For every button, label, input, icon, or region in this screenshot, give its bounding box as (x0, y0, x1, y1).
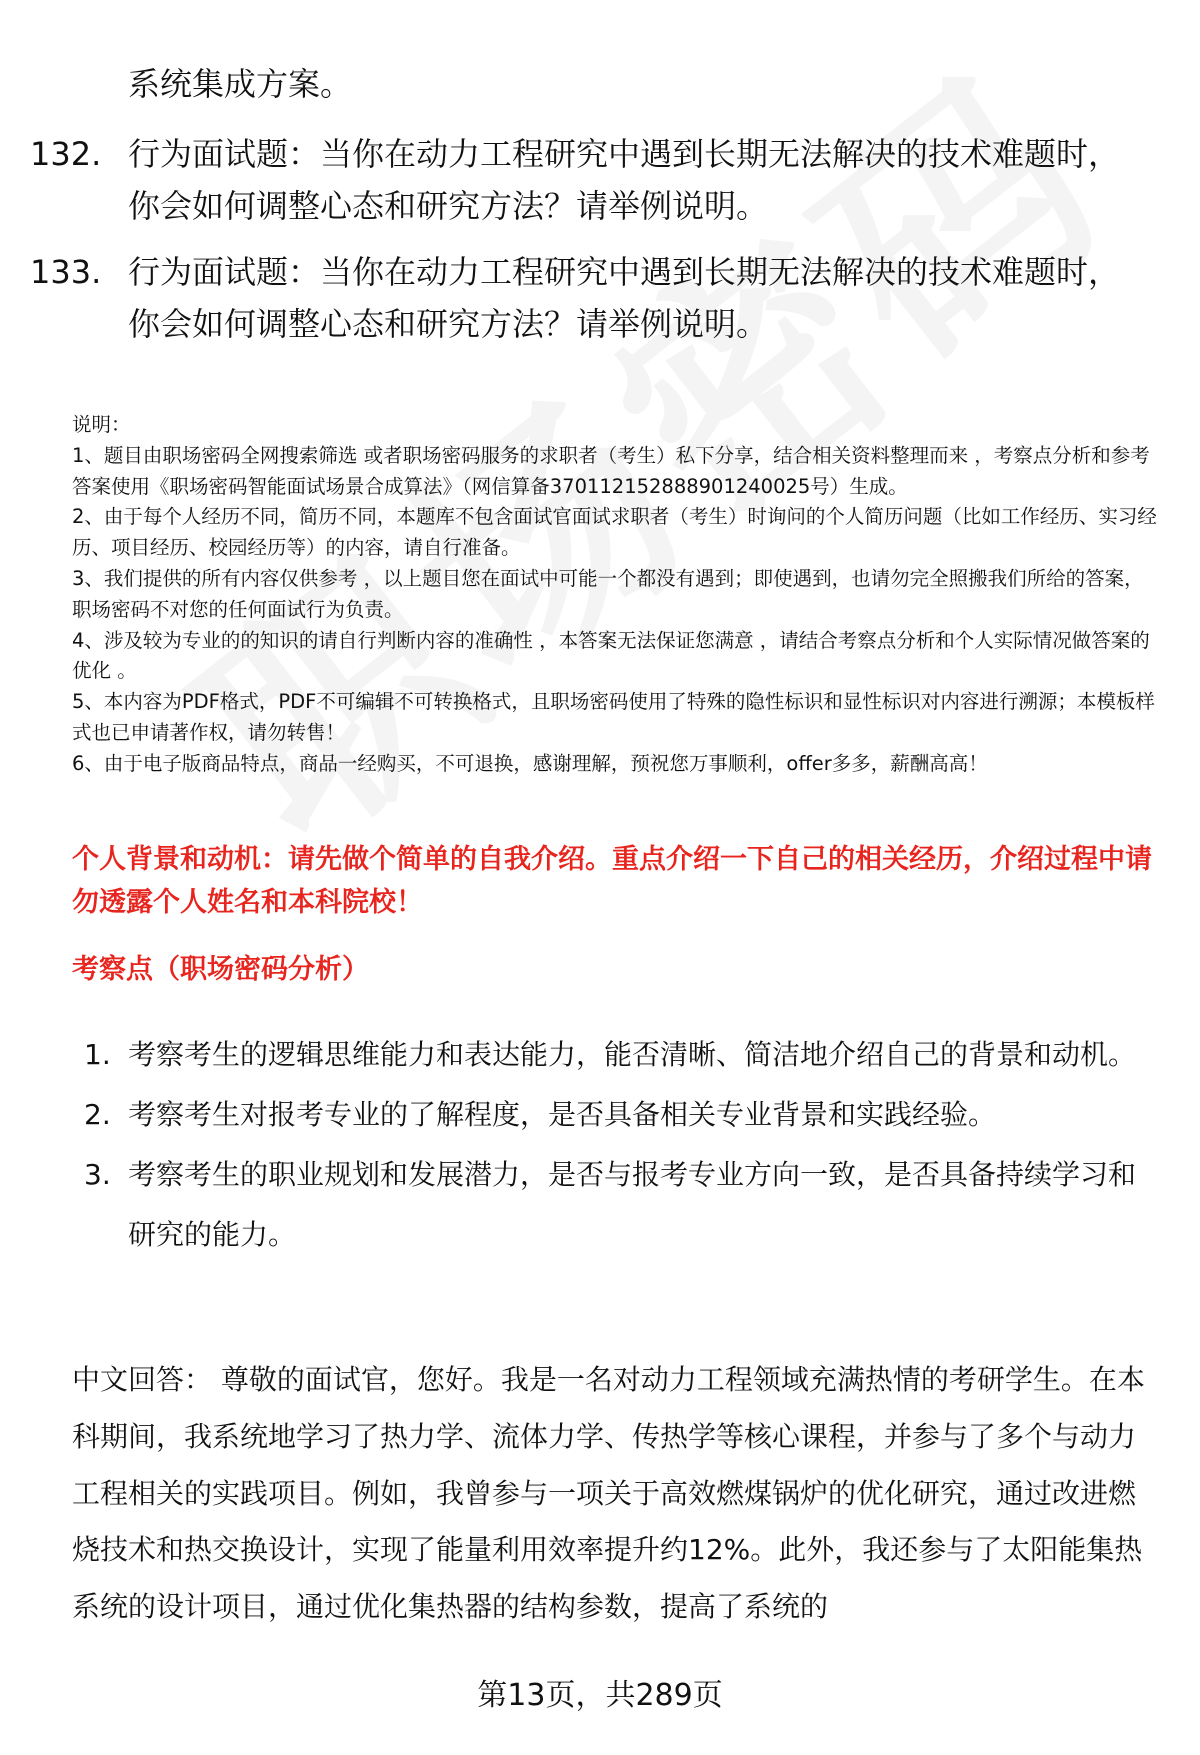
point-number: 1. (84, 1038, 111, 1071)
note-item: 3、我们提供的所有内容仅供参考 ，以上题目您在面试中可能一个都没有遇到；即使遇到，也请勿完全照搬我们所给的答案，职场密码不对您的任何面试行为负责。 (72, 566, 1144, 621)
point-number: 2. (84, 1098, 111, 1131)
page-footer: 第13页，共289页 (477, 1678, 723, 1713)
list-item (84, 1085, 1164, 1145)
point-text: 考察考生的职业规划和发展潜力，是否与报考专业方向一致，是否具备持续学习和研究的能力。 (128, 1158, 1137, 1251)
note-item: 1、题目由职场密码全网搜索筛选 或者职场密码服务的求职者（考生）私下分享，结合相关资料整理而来 ，考察点分析和参考答案使用《职场密码智能面试场景合成算法》（网信算备370112152888901240025号）生成。 (72, 443, 1150, 498)
point-number: 3. (84, 1158, 111, 1191)
note-item: 2、由于每个人经历不同，简历不同，本题库不包含面试官面试求职者（考生）时询问的个人简历问题（比如工作经历、实习经历、项目经历、校园经历等）的内容，请自行准备。 (72, 505, 1157, 560)
notes-block (72, 410, 1162, 780)
list-item (84, 1145, 1164, 1265)
note-item: 5、本内容为PDF格式，PDF不可编辑不可转换格式，且职场密码使用了特殊的隐性标识和显性标识对内容进行溯源；本模板样式也已申请著作权，请勿转售！ (72, 690, 1155, 744)
note-item: 6、由于电子版商品特点，商品一经购买，不可退换，感谢理解，预祝您万事顺利，offer多多，薪酬高高！ (72, 751, 988, 775)
answer-text: 中文回答： 尊敬的面试官，您好。我是一名对动力工程领域充满热情的考研学生。在本科期间，我系统地学习了热力学、流体力学、传热学等核心课程，并参与了多个与动力工程相关的实践项目。例如，我曾参与一项关于高效燃煤锅炉的优化研究，通过改进燃烧技术和热交换设计，实现了能量利用效率提升约12%。此外，我还参与了太阳能集热系统的设计项目，通过优化集热器的结构参数，提高了系统的 (72, 1363, 1145, 1624)
question-number: 133. (30, 253, 102, 291)
question-133 (30, 246, 1150, 350)
point-text: 考察考生的逻辑思维能力和表达能力，能否清晰、简洁地介绍自己的背景和动机。 (128, 1038, 1137, 1071)
question-text: 行为面试题：当你在动力工程研究中遇到长期无法解决的技术难题时，你会如何调整心态和研究方法？请举例说明。 (128, 135, 1121, 225)
section-subheading: 考察点（职场密码分析） (72, 954, 369, 985)
note-item: 4、涉及较为专业的的知识的请自行判断内容的准确性 ，本答案无法保证您满意 ，请结合考察点分析和个人实际情况做答案的优化 。 (72, 628, 1150, 683)
question-number: 132. (30, 135, 102, 173)
notes-title: 说明： (72, 413, 131, 436)
point-text: 考察考生对报考专业的了解程度，是否具备相关专业背景和实践经验。 (128, 1098, 997, 1131)
question-132 (30, 128, 1150, 232)
section-heading: 个人背景和动机：请先做个简单的自我介绍。重点介绍一下自己的相关经历，介绍过程中请勿透露个人姓名和本科院校！ (72, 844, 1152, 918)
list-item (84, 1025, 1164, 1085)
question-text: 行为面试题：当你在动力工程研究中遇到长期无法解决的技术难题时，你会如何调整心态和研究方法？请举例说明。 (128, 253, 1121, 343)
continuation-text: 系统集成方案。 (128, 65, 353, 103)
assessment-points (84, 1025, 1164, 1265)
